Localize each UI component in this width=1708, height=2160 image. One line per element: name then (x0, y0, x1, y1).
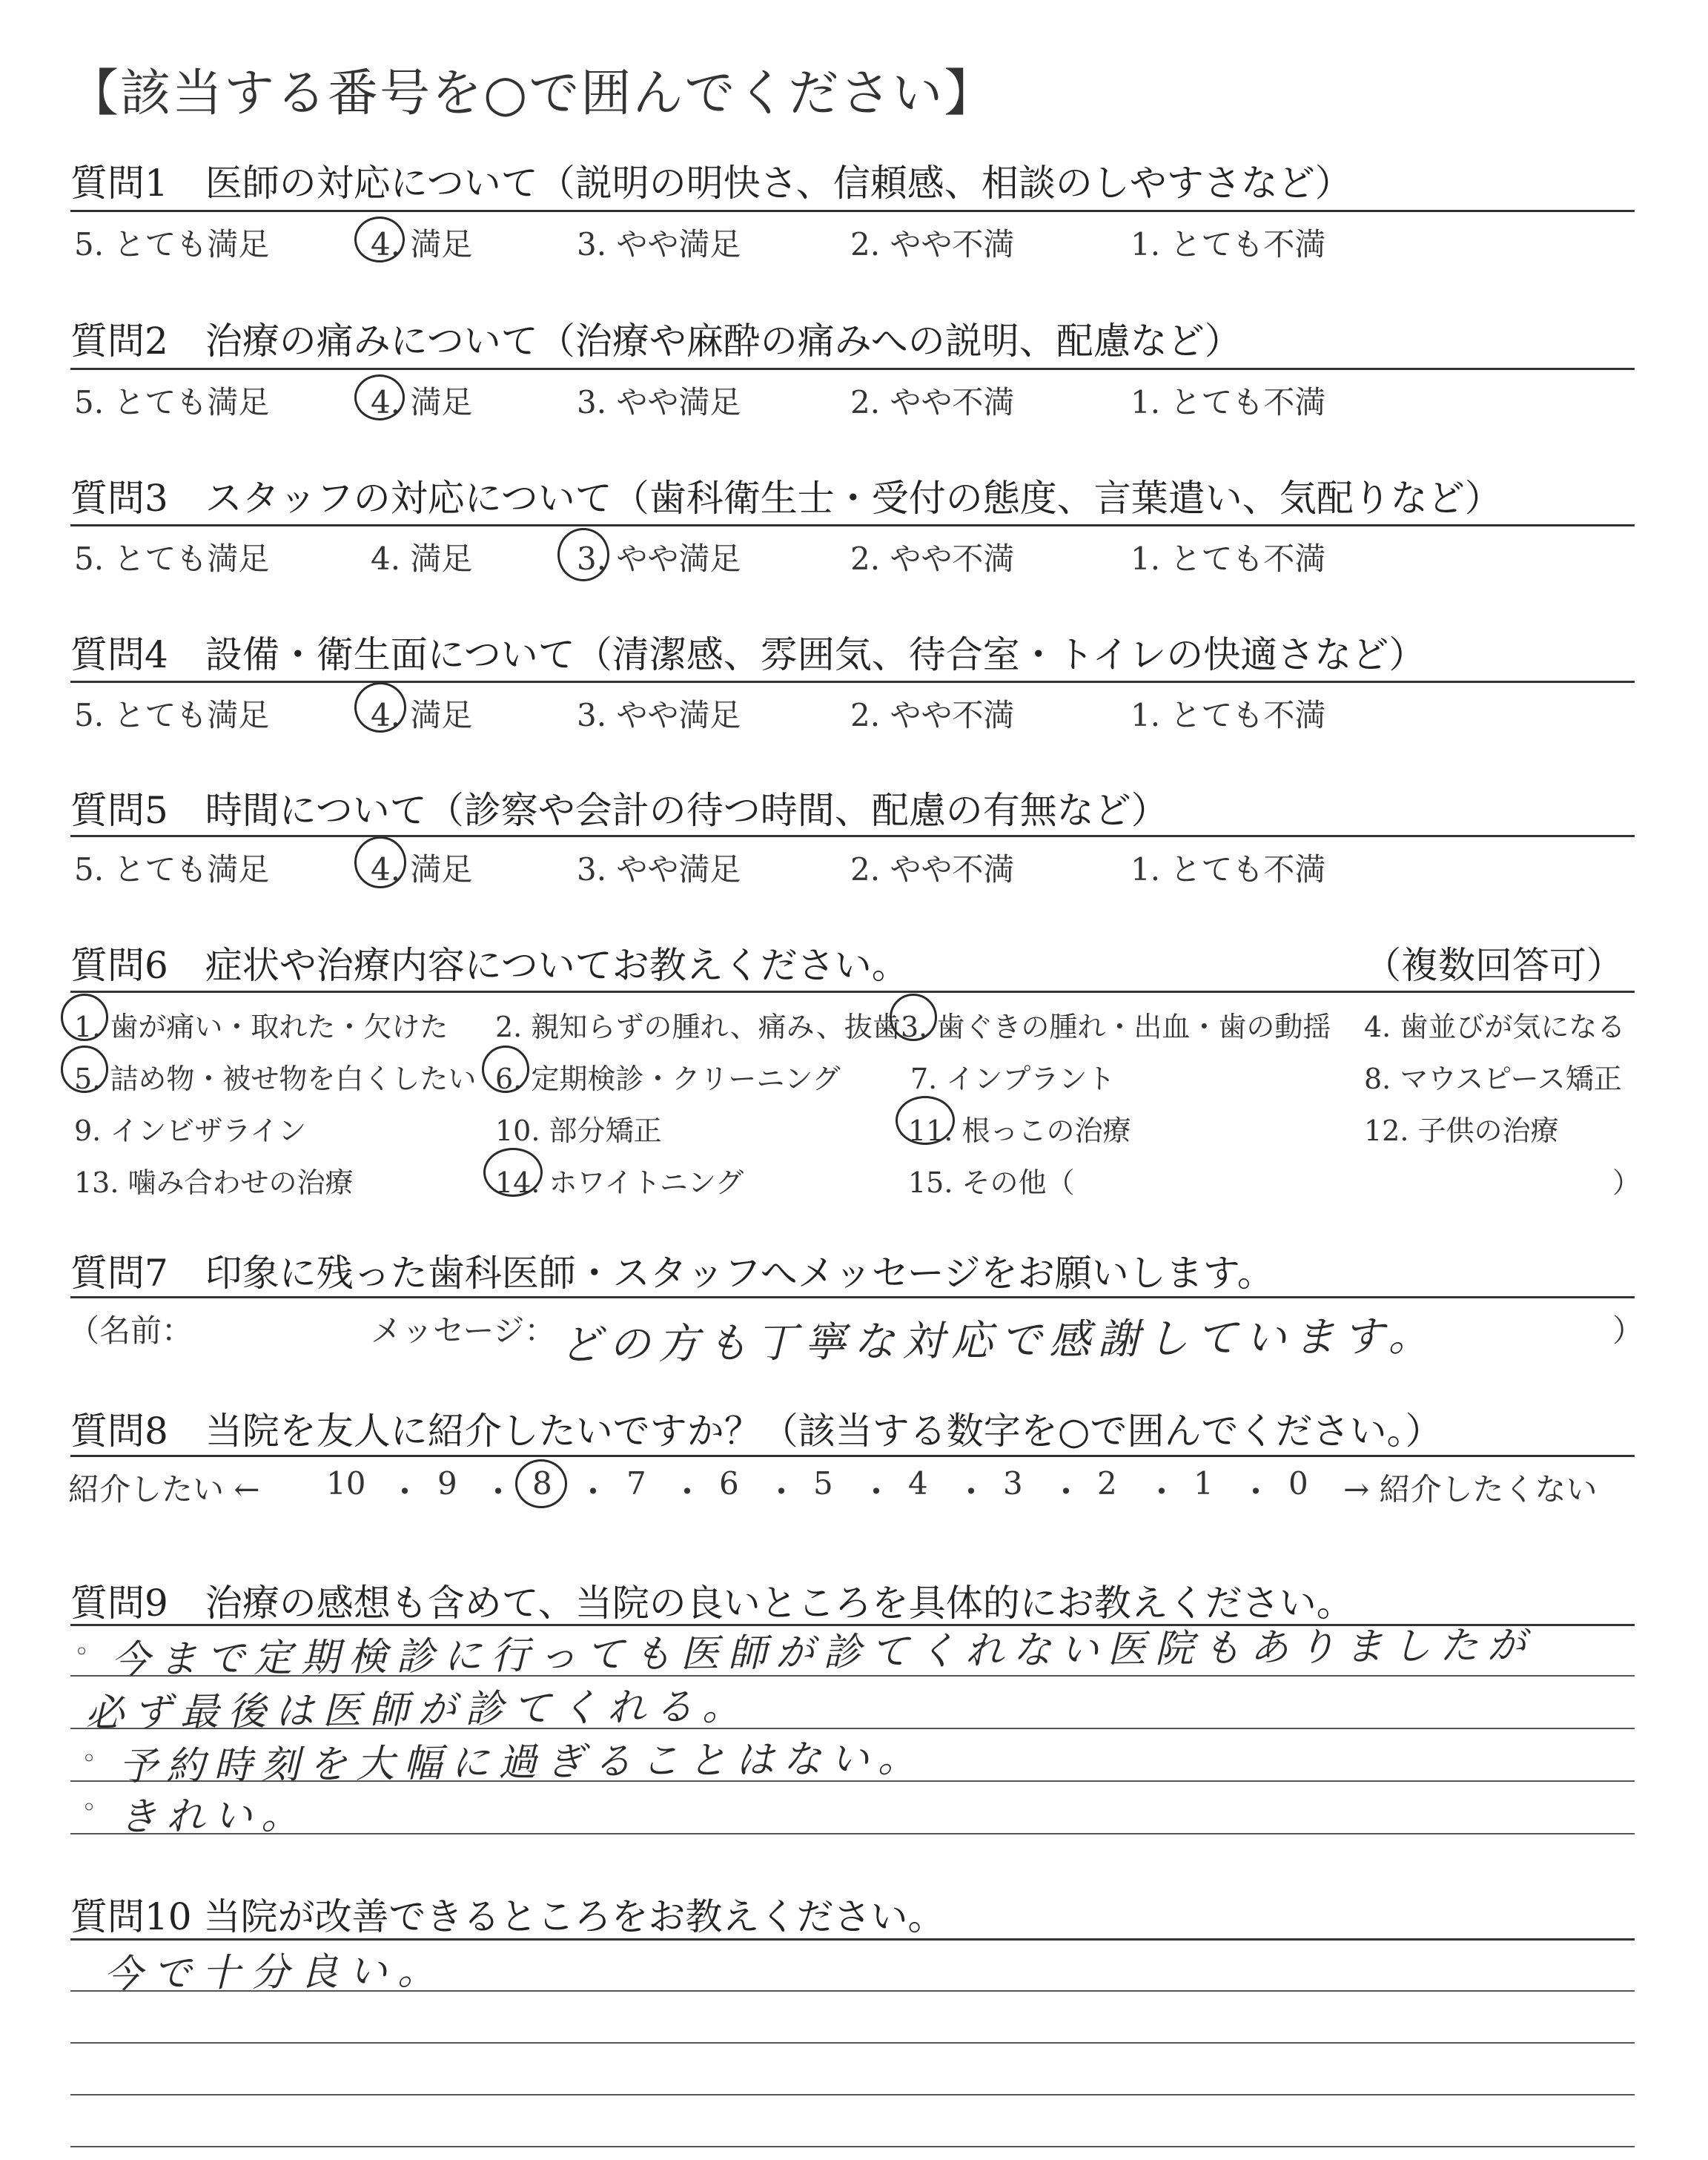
q2-title: 質問2 治療の痛みについて（治療や麻酔の痛みへの説明、配慮など） (70, 320, 1242, 363)
q8-dot: ・ (577, 1473, 609, 1511)
q5-option-1[interactable]: 1. とても不満 (1131, 851, 1326, 888)
q4-option-3[interactable]: 3. やや満足 (577, 697, 741, 733)
q7-rule (70, 1296, 1635, 1298)
q10-answer-rule (70, 2094, 1635, 2095)
q6-item-15[interactable]: 15. その他（ (908, 1166, 1075, 1199)
q6-item-12[interactable]: 12. 子供の治療 (1364, 1114, 1559, 1147)
q6-selection-circle-11 (896, 1096, 955, 1145)
q6-item-14[interactable]: 14. ホワイトニング (495, 1166, 744, 1199)
q4-selection-circle (354, 682, 406, 733)
q1-option-4[interactable]: 4. 満足 (371, 226, 473, 262)
q1-option-2[interactable]: 2. やや不満 (850, 226, 1015, 262)
q8-value-5[interactable]: 5 (813, 1465, 833, 1502)
q8-dot: ・ (671, 1473, 704, 1511)
q3-option-1[interactable]: 1. とても不満 (1131, 541, 1326, 577)
q2-option-5[interactable]: 5. とても満足 (74, 384, 270, 420)
q9-answer-line-2: 必ず最後は医師が診てくれる。 (85, 1684, 750, 1736)
q8-value-10[interactable]: 10 (326, 1465, 366, 1502)
q8-value-3[interactable]: 3 (1003, 1465, 1023, 1502)
q8-title: 質問8 当院を友人に紹介したいですか？（該当する数字を○で囲んでください。） (70, 1410, 1443, 1453)
q8-rule (70, 1455, 1635, 1457)
q9-answer-line-4: きれい。 (118, 1793, 309, 1840)
q3-option-3[interactable]: 3. やや満足 (577, 541, 741, 577)
q7-message-handwritten: どの方も丁寧な対応で感謝しています。 (559, 1312, 1437, 1370)
q2-option-3[interactable]: 3. やや満足 (577, 384, 741, 420)
q1-option-3[interactable]: 3. やや満足 (577, 226, 741, 262)
q3-option-4[interactable]: 4. 満足 (371, 541, 473, 577)
q7-message-label: メッセージ： (371, 1312, 556, 1349)
q6-item-9[interactable]: 9. インビザライン (74, 1114, 307, 1147)
q2-option-4[interactable]: 4. 満足 (371, 384, 473, 420)
q8-dot: ・ (1050, 1473, 1082, 1511)
q8-dot: ・ (1239, 1473, 1272, 1511)
q9-bullet: ◦ (74, 1637, 90, 1667)
q8-value-6[interactable]: 6 (719, 1465, 739, 1502)
q6-item-11[interactable]: 11. 根っこの治療 (908, 1114, 1131, 1147)
q1-title: 質問1 医師の対応について（説明の明快さ、信頼感、相談のしやすさなど） (70, 162, 1352, 205)
q5-option-4[interactable]: 4. 満足 (371, 851, 473, 888)
q6-item-6[interactable]: 6. 定期検診・クリーニング (495, 1063, 841, 1095)
q4-rule (70, 681, 1635, 683)
q8-value-4[interactable]: 4 (908, 1465, 928, 1502)
q10-answer-line-1: 今で十分良い。 (103, 1949, 447, 1997)
q8-dot: ・ (765, 1473, 798, 1511)
q6-item-10[interactable]: 10. 部分矯正 (495, 1114, 662, 1147)
q7-close-paren: ） (1612, 1312, 1644, 1349)
q1-selection-circle (354, 217, 405, 262)
q7-name-label: （名前： (68, 1312, 193, 1349)
q3-selection-circle (557, 528, 609, 581)
q5-selection-circle (354, 836, 406, 888)
q7-title: 質問7 印象に残った歯科医師・スタッフへメッセージをお願いします。 (70, 1252, 1274, 1295)
q4-title: 質問4 設備・衛生面について（清潔感、雰囲気、待合室・トイレの快適さなど） (70, 633, 1426, 676)
q6-selection-circle-1 (61, 994, 108, 1041)
q9-answer-line-1: 今まで定期検診に行っても医師が診てくれない医院もありましたが (110, 1622, 1535, 1682)
q4-option-4[interactable]: 4. 満足 (371, 697, 473, 733)
q2-selection-circle (354, 374, 405, 420)
q3-option-5[interactable]: 5. とても満足 (74, 541, 270, 577)
q3-rule (70, 524, 1635, 526)
q8-value-8[interactable]: 8 (532, 1465, 552, 1502)
q9-bullet: ◦ (82, 1744, 97, 1774)
q8-dot: ・ (860, 1473, 893, 1511)
q6-selection-circle-6 (482, 1046, 529, 1093)
q5-option-5[interactable]: 5. とても満足 (74, 851, 270, 888)
q10-answer-rule (70, 2042, 1635, 2044)
q8-value-7[interactable]: 7 (626, 1465, 646, 1502)
q4-option-2[interactable]: 2. やや不満 (850, 697, 1015, 733)
q8-dot: ・ (388, 1473, 421, 1511)
q6-title: 質問6 症状や治療内容についてお教えください。 (70, 944, 909, 987)
q8-left-label: 紹介したい ← (68, 1471, 260, 1507)
q6-item-7[interactable]: 7. インプラント (910, 1063, 1116, 1095)
q6-selection-circle-5 (61, 1046, 108, 1093)
q8-value-1[interactable]: 1 (1194, 1465, 1214, 1502)
q6-item-15-close-paren: ） (1612, 1166, 1641, 1199)
q6-item-3[interactable]: 3. 歯ぐきの腫れ・出血・歯の動揺 (901, 1011, 1331, 1043)
q6-item-2[interactable]: 2. 親知らずの腫れ、痛み、抜歯 (495, 1011, 901, 1043)
q6-item-5[interactable]: 5. 詰め物・被せ物を白くしたい (74, 1063, 477, 1095)
q8-dot: ・ (955, 1473, 987, 1511)
q6-item-4[interactable]: 4. 歯並びが気になる (1364, 1011, 1626, 1043)
q8-selection-circle (515, 1459, 567, 1508)
q8-value-2[interactable]: 2 (1097, 1465, 1117, 1502)
q8-right-label: → 紹介したくない (1343, 1471, 1598, 1507)
form-header: 【該当する番号を○で囲んでください】 (68, 65, 996, 123)
q4-option-5[interactable]: 5. とても満足 (74, 697, 270, 733)
q5-option-3[interactable]: 3. やや満足 (577, 851, 741, 888)
q2-option-2[interactable]: 2. やや不満 (850, 384, 1015, 420)
q6-item-1[interactable]: 1. 歯が痛い・取れた・欠けた (74, 1011, 448, 1043)
q6-item-13[interactable]: 13. 噛み合わせの治療 (74, 1166, 354, 1199)
q5-option-2[interactable]: 2. やや不満 (850, 851, 1015, 888)
q5-title: 質問5 時間について（診察や会計の待つ時間、配慮の有無など） (70, 789, 1168, 832)
q2-option-1[interactable]: 1. とても不満 (1131, 384, 1326, 420)
q2-rule (70, 368, 1635, 370)
q10-answer-rule (70, 2146, 1635, 2147)
q6-selection-circle-3 (890, 994, 937, 1041)
q6-multiple-note: （複数回答可） (1364, 944, 1623, 987)
q1-option-1[interactable]: 1. とても不満 (1131, 226, 1326, 262)
q9-title: 質問9 治療の感想も含めて、当院の良いところを具体的にお教えください。 (70, 1582, 1354, 1625)
q9-bullet: ◦ (82, 1793, 97, 1823)
q8-value-9[interactable]: 9 (437, 1465, 457, 1502)
q6-item-8[interactable]: 8. マウスピース矯正 (1364, 1063, 1622, 1095)
q4-option-1[interactable]: 1. とても不満 (1131, 697, 1326, 733)
q3-option-2[interactable]: 2. やや不満 (850, 541, 1015, 577)
q10-title: 質問10 当院が改善できるところをお教えください。 (70, 1895, 945, 1938)
q1-rule (70, 210, 1635, 212)
q8-dot: ・ (1145, 1473, 1178, 1511)
q9-answer-line-3: 予約時刻を大幅に過ぎることはない。 (118, 1736, 926, 1789)
q3-title: 質問3 スタッフの対応について（歯科衛生士・受付の態度、言葉遣い、気配りなど） (70, 477, 1502, 520)
q8-dot: ・ (482, 1473, 514, 1511)
q5-rule (70, 835, 1635, 837)
q6-rule (70, 991, 1635, 993)
q6-selection-circle-14 (483, 1148, 543, 1197)
q8-value-0[interactable]: 0 (1288, 1465, 1308, 1502)
q1-option-5[interactable]: 5. とても満足 (74, 226, 270, 262)
